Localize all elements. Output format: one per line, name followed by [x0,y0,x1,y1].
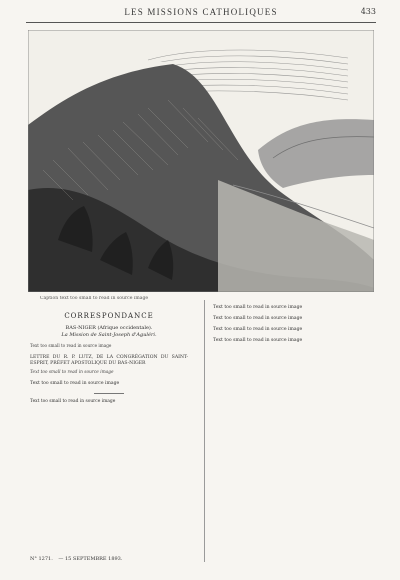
region-name: BAS-NIGER [65,325,96,331]
right-paragraph-3: Text too small to read in source image [213,327,303,332]
page-header [26,7,376,21]
region-heading [30,325,188,332]
column-rule [204,300,205,562]
footnote: Text too small to read in source image [30,399,116,404]
right-paragraph-4: Text too small to read in source image [213,338,303,343]
page-number: 433 [360,7,376,16]
right-paragraph-1: Text too small to read in source image [213,305,303,310]
issue-number: N° 1271. [30,556,53,562]
section-title: CORRESPONDANCE [64,312,154,320]
letter-heading: LETTRE DU R. P. LUTZ, DE LA CONGRÉGATION DU SAINT-ESPRIT, PRÉFET APOSTOLIQUE DU BAS-NIGER [30,355,188,366]
header-rule [26,22,376,23]
right-paragraph-2: Text too small to read in source image [213,316,303,321]
letter-summary: Text too small to read in source image [30,370,114,375]
issue-date: — 15 SEPTEMBRE 1893. [58,556,123,562]
issue-info [30,556,122,562]
region-detail: (Afrique occidentale). [97,325,153,331]
right-column [213,300,371,344]
mission-title: La Mission de Saint-Joseph d'Aguléri. [61,332,157,338]
left-column [30,312,188,405]
engraving-illustration [28,30,374,292]
footnote-rule [94,393,124,394]
running-title: LES MISSIONS CATHOLIQUES [124,7,278,17]
figure-caption: Caption text too small to read in source image [40,296,149,301]
body-paragraph: Text too small to read in source image [30,381,120,386]
intro-text: Text too small to read in source image [30,343,112,348]
